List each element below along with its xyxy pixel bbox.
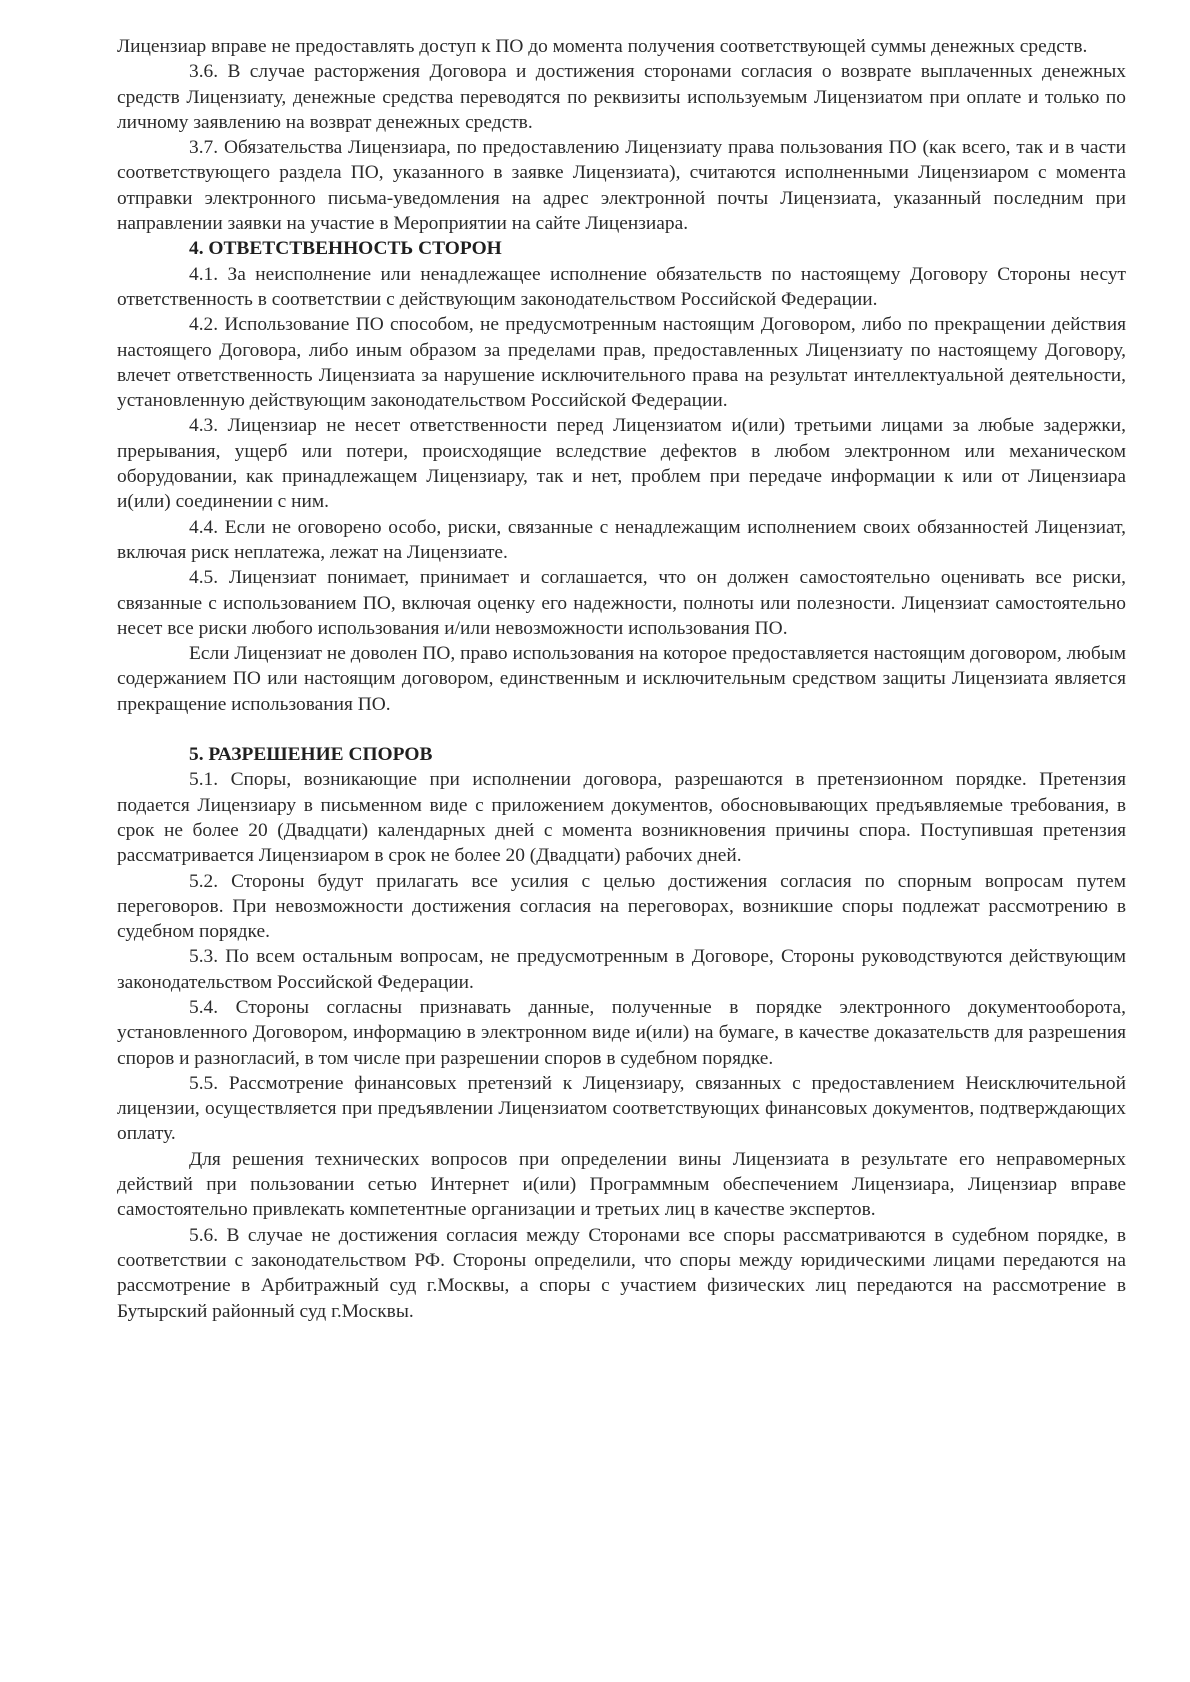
section-spacer [117,717,1126,742]
paragraph-4-2: 4.2. Использование ПО способом, не предусмотренным настоящим Договором, либо по прекращении действия настоящего Договора, либо иным образом за пределами прав, предоставленных Лицензиату по настоящему Договору, влечет ответственность Лицензиата за нарушение исключительного права на результат интеллектуальной деятельности, установленную действующим законодательством Российской Федерации. [117,314,1126,412]
section-heading-5: 5. РАЗРЕШЕНИЕ СПОРОВ [189,744,433,766]
paragraph-5-5: 5.5. Рассмотрение финансовых претензий к Лицензиару, связанных с предоставлением Неисключительной лицензии, осуществляется при предъявлении Лицензиатом соответствующих финансовых документов, подтверждающих оплату. [117,1072,1126,1145]
paragraph-5-2: 5.2. Стороны будут прилагать все усилия с целью достижения согласия по спорным вопросам путем переговоров. При невозможности достижения согласия на переговорах, возникшие споры подлежат рассмотрению в судебном порядке. [117,870,1126,943]
section-heading-4: 4. ОТВЕТСТВЕННОСТЬ СТОРОН [189,238,502,260]
paragraph-4-5-remedy: Если Лицензиат не доволен ПО, право использования на которое предоставляется настоящим договором, любым содержанием ПО или настоящим договором, единственным и исключительным средством защиты Лицензиата является прекращение использования ПО. [117,643,1126,715]
paragraph-4-5: 4.5. Лицензиат понимает, принимает и соглашается, что он должен самостоятельно оценивать все риски, связанные с использованием ПО, включая оценку его надежности, полноты или полезности. Лицензиат самостоятельно несет все риски любого использования и/или невозможности использования ПО. [117,567,1126,639]
paragraph-4-4: 4.4. Если не оговорено особо, риски, связанные с ненадлежащим исполнением своих обязанностей Лицензиат, включая риск неплатежа, лежат на Лицензиате. [117,516,1126,563]
paragraph-3-6: 3.6. В случае расторжения Договора и достижения сторонами согласия о возврате выплаченных денежных средств Лицензиату, денежные средства переводятся по реквизиты используемым Лицензиатом при оплате и только по личному заявлению на возврат денежных средств. [117,61,1126,133]
paragraph-5-1: 5.1. Споры, возникающие при исполнении договора, разрешаются в претензионном порядке. Претензия подается Лицензиару в письменном виде с приложением документов, обосновывающих предъявляемые требования, в срок не более 20 (Двадцати) календарных дней с момента возникновения причины спора. Поступившая претензия рассматривается Лицензиаром в срок не более 20 (Двадцати) рабочих дней. [117,769,1126,867]
paragraph-5-3: 5.3. По всем остальным вопросам, не предусмотренным в Договоре, Стороны руководствуются действующим законодательством Российской Федерации. [117,946,1126,993]
paragraph-4-1: 4.1. За неисполнение или ненадлежащее исполнение обязательств по настоящему Договору Стороны несут ответственность в соответствии с действующим законодательством Российской Федерации. [117,263,1126,310]
paragraph-5-6: 5.6. В случае не достижения согласия между Сторонами все споры рассматриваются в судебном порядке, в соответствии с законодательством РФ. Стороны определили, что споры между юридическими лицами передаются на рассмотрение в Арбитражный суд г.Москвы, а споры с участием физических лиц передаются на рассмотрение в Бутырский районный суд г.Москвы. [117,1224,1126,1322]
paragraph-3-7: 3.7. Обязательства Лицензиара, по предоставлению Лицензиату права пользования ПО (как всего, так и в части соответствующего раздела ПО, указанного в заявке Лицензиата), считаются исполненными Лицензиаром с момента отправки электронного письма-уведомления на адрес электронной почты Лицензиата, указанный последним при направлении заявки на участие в Мероприятии на сайте Лицензиара. [117,137,1126,235]
paragraph-4-3: 4.3. Лицензиар не несет ответственности перед Лицензиатом и(или) третьими лицами за любые задержки, прерывания, ущерб или потери, происходящие вследствие дефектов в любом электронном или механическом оборудовании, как принадлежащем Лицензиару, так и нет, проблем при передаче информации к или от Лицензиара и(или) соединении с ним. [117,415,1126,513]
paragraph-5-4: 5.4. Стороны согласны признавать данные, полученные в порядке электронного документооборота, установленного Договором, информацию в электронном виде и(или) на бумаге, в качестве доказательств для разрешения споров и разногласий, в том числе при разрешении споров в судебном порядке. [117,996,1126,1069]
paragraph-3-5-continuation: Лицензиар вправе не предоставлять доступ к ПО до момента получения соответствующей суммы денежных средств. [117,36,1088,57]
paragraph-5-5-experts: Для решения технических вопросов при определении вины Лицензиата в результате его неправомерных действий при пользовании сетью Интернет и(или) Программным обеспечением Лицензиара, Лицензиар вправе самостоятельно привлекать компетентные организации и третьих лиц в качестве экспертов. [117,1148,1126,1221]
